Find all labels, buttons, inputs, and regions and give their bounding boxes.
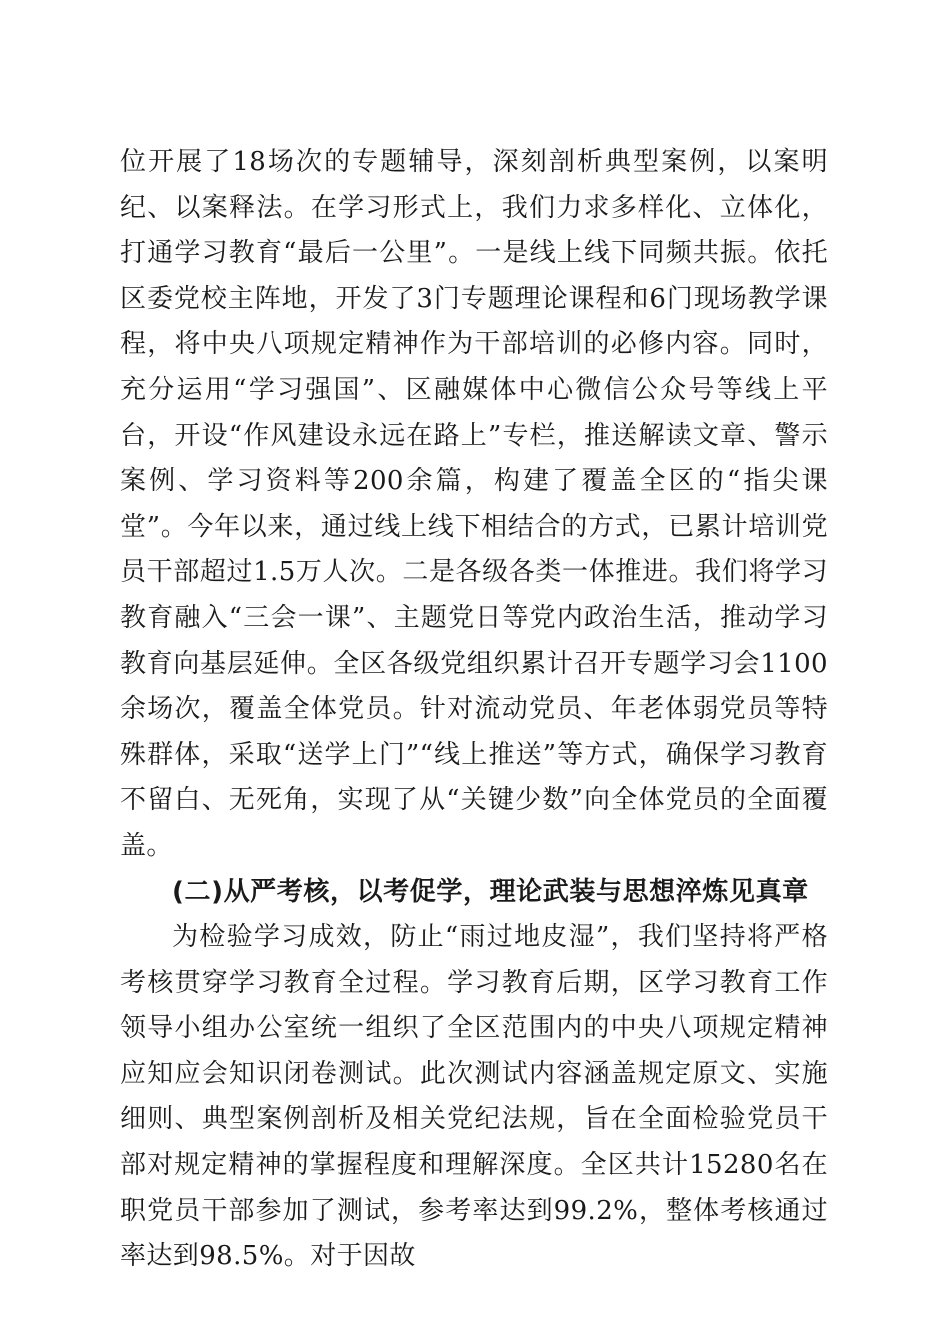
document-body xyxy=(120,140,828,1280)
paragraph-assessment: 为检验学习成效，防止“雨过地皮湿”，我们坚持将严格考核贯穿学习教育全过程。学习教育后期，区学习教育工作领导小组办公室统一组织了全区范围内的中央八项规定精神应知应会知识闭卷测试。此次测试内容涵盖规定原文、实施细则、典型案例剖析及相关党纪法规，旨在全面检验党员干部对规定精神的掌握程度和理解深度。全区共计15280名在职党员干部参加了测试，参考率达到99.2%，整体考核通过率达到98.5%。对于因故 xyxy=(120,922,828,1272)
section-heading: (二)从严考核，以考促学，理论武装与思想淬炼见真章 xyxy=(172,876,809,907)
paragraph-continued: 位开展了18场次的专题辅导，深刻剖析典型案例，以案明纪、以案释法。在学习形式上，我们力求多样化、立体化，打通学习教育“最后一公里”。一是线上线下同频共振。依托区委党校主阵地，开发了3门专题理论课程和6门现场教学课程，将中央八项规定精神作为干部培训的必修内容。同时，充分运用“学习强国”、区融媒体中心微信公众号等线上平台，开设“作风建设永远在路上”专栏，推送解读文章、警示案例、学习资料等200余篇，构建了覆盖全区的“指尖课堂”。今年以来，通过线上线下相结合的方式，已累计培训党员干部超过1.5万人次。二是各级各类一体推进。我们将学习教育融入“三会一课”、主题党日等党内政治生活，推动学习教育向基层延伸。全区各级党组织累计召开专题学习会1100余场次，覆盖全体党员。针对流动党员、年老体弱党员等特殊群体，采取“送学上门”“线上推送”等方式，确保学习教育不留白、无死角，实现了从“关键少数”向全体党员的全面覆盖。 xyxy=(120,147,828,861)
